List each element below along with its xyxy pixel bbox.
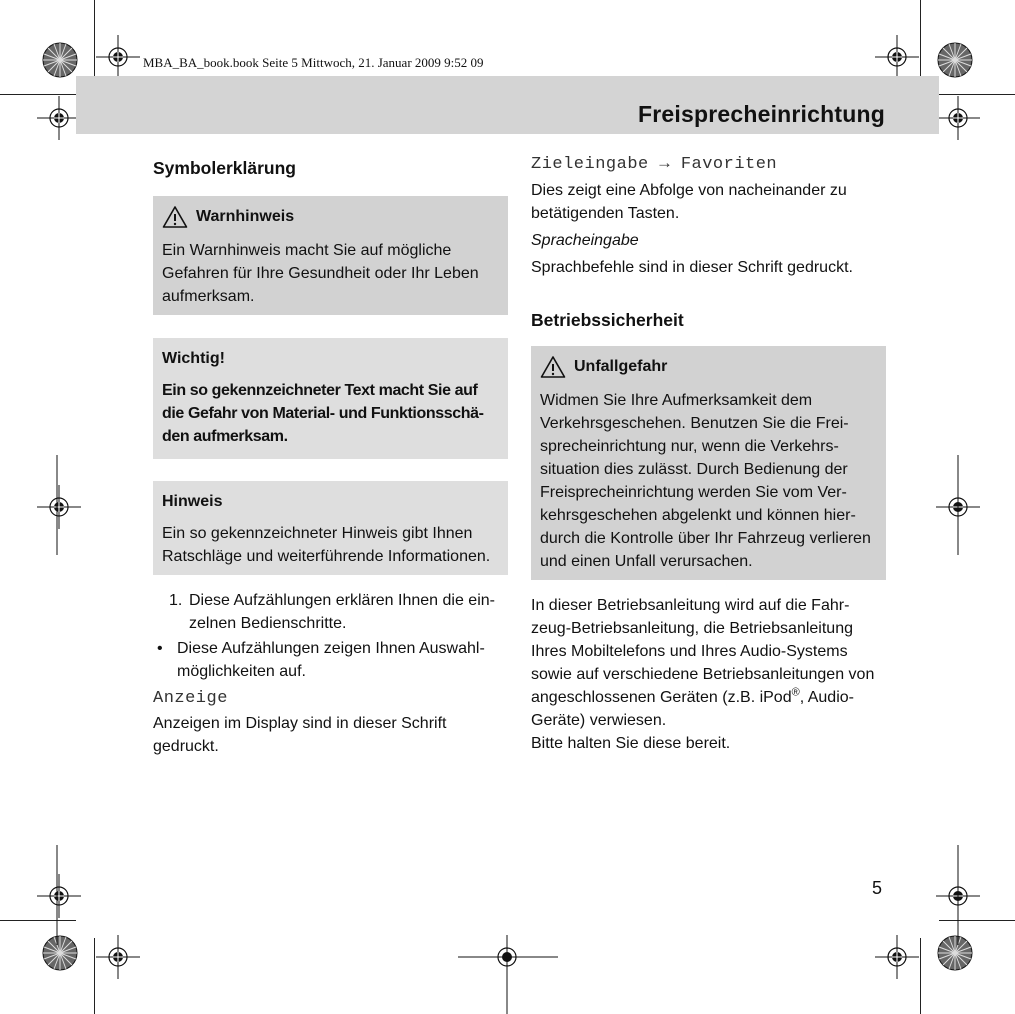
accident-box-title: Unfallgefahr — [574, 358, 668, 375]
voice-command-text: Sprachbefehle sind in dieser Schrift gedruckt. — [531, 259, 853, 276]
right-column — [531, 150, 886, 755]
warning-box — [153, 196, 508, 315]
warning-box-title: Warnhinweis — [196, 208, 295, 225]
registered-mark: ® — [791, 686, 800, 699]
warning-triangle-icon — [540, 355, 566, 379]
header-band — [76, 76, 939, 134]
accident-box-head — [540, 355, 877, 379]
warning-box-head — [162, 205, 499, 229]
print-info: MBA_BA_book.book Seite 5 Mittwoch, 21. Januar 2009 9:52 09 — [143, 55, 484, 70]
note-box-title: Hinweis — [162, 493, 223, 510]
display-font-text: Anzeigen im Display sind in dieser Schrift gedruckt. — [153, 715, 447, 755]
list-marker: • — [157, 640, 163, 657]
legend-list — [153, 589, 508, 683]
note-box-text: Ein so gekennzeichneter Hinweis gibt Ihnen Ratschläge und weiterführende Informationen. — [162, 525, 491, 565]
page-number: 5 — [872, 878, 883, 898]
keep-ready-text: Bitte halten Sie diese bereit. — [531, 735, 731, 752]
important-box-text: Ein so gekennzeichneter Text macht Sie auf die Gefahr von Material- und Funktionsschä-den aufmerksam. — [162, 382, 484, 445]
left-column — [153, 150, 508, 758]
warning-triangle-icon — [162, 205, 188, 229]
list-marker: 1. — [169, 592, 183, 609]
key-sequence-sample: Zieleingabe → Favoriten — [531, 155, 778, 174]
warning-box-text: Ein Warnhinweis macht Sie auf mögliche Gefahren für Ihre Gesundheit oder Ihr Leben aufmerksam. — [162, 242, 479, 305]
accident-box-text: Widmen Sie Ihre Aufmerksamkeit dem Verkehrsgeschehen. Benutzen Sie die Frei-sprecheinrichtung nur, wenn die Verkehrs-situation dies zulässt. Durch Bedienung der Freisprecheinrichtung werden Sie vom Ver-kehrsgeschehen abgelenkt und können hier-durch die Kontrolle über Ihr Fahrzeug verlieren und einen Unfall verursachen. — [540, 392, 871, 570]
key-sequence-text: Dies zeigt eine Abfolge von nacheinander zu betätigenden Tasten. — [531, 182, 847, 222]
important-box-title: Wichtig! — [162, 350, 225, 367]
list-item-text: Diese Aufzählungen erklären Ihnen die ein-zelnen Bedienschritte. — [189, 592, 495, 632]
note-box — [153, 481, 508, 575]
voice-command-sample: Spracheingabe — [531, 232, 639, 249]
important-box — [153, 338, 508, 459]
list-item — [153, 589, 508, 635]
list-item-text: Diese Aufzählungen zeigen Ihnen Auswahl-möglichkeiten auf. — [177, 640, 485, 680]
reference-text — [531, 594, 886, 732]
list-item — [153, 637, 508, 683]
reference-text-tail: , Audio-Geräte) verwiesen. — [531, 689, 854, 729]
page-title: Freisprecheinrichtung — [637, 101, 885, 127]
section-heading-symbols: Symbolerklärung — [153, 158, 296, 178]
reference-text-main: In dieser Betriebsanleitung wird auf die Fahr-zeug-Betriebsanleitung, die Betriebsanleitung Ihres Mobiltelefons und Ihres Audio-Systems sowie auf verschiedene Betriebsanleitungen von angeschlossenen Geräten (z.B. iPod — [531, 597, 875, 706]
accident-box — [531, 346, 886, 580]
section-heading-safety: Betriebssicherheit — [531, 310, 684, 330]
display-font-sample: Anzeige — [153, 689, 228, 708]
